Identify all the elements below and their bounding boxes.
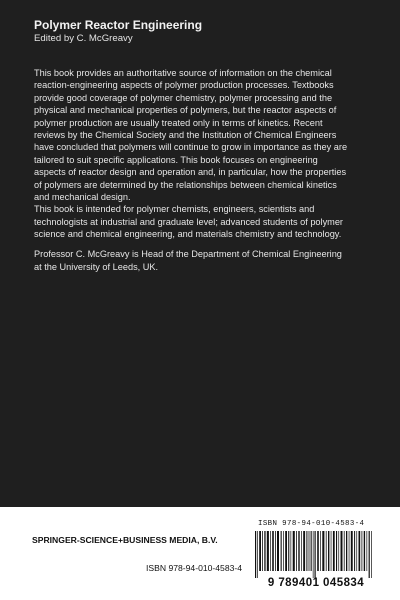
paragraph-gap bbox=[34, 240, 374, 248]
paragraph-line: Professor C. McGreavy is Head of the Department of Chemical Engineering bbox=[34, 249, 342, 260]
paragraph-line: and mechanical design. bbox=[34, 191, 131, 202]
paragraph-line: physical and mechanical properties of polymers, but the reactor aspects of bbox=[34, 105, 337, 116]
paragraph-line: tailored to suit specific applications. This book focuses on engineering bbox=[34, 154, 318, 165]
paragraph-line: polymer production are usually treated only in terms of kinetics. Recent bbox=[34, 117, 323, 128]
book-description bbox=[34, 67, 374, 273]
paragraph-line: This book provides an authoritative source of information on the chemical bbox=[34, 68, 332, 78]
paragraph-line: provide good coverage of polymer chemistry, polymer processing and the bbox=[34, 92, 333, 103]
description-paragraph bbox=[34, 67, 374, 203]
description-paragraph bbox=[34, 203, 374, 240]
paragraph-line: This book is intended for polymer chemists, engineers, scientists and bbox=[34, 204, 315, 215]
paragraph-line: at the University of Leeds, UK. bbox=[34, 261, 159, 272]
author-bio bbox=[34, 248, 374, 273]
barcode-isbn-label: ISBN 978-94-010-4583-4 bbox=[258, 520, 365, 528]
publisher-name: SPRINGER-SCIENCE+BUSINESS MEDIA, B.V. bbox=[32, 535, 218, 545]
book-title: Polymer Reactor Engineering bbox=[34, 18, 203, 32]
paragraph-line: of polymers are determined by the relationships between chemical kinetics bbox=[34, 179, 337, 190]
paragraph-line: reviews by the Chemical Society and the Institution of Chemical Engineers bbox=[34, 129, 337, 140]
book-editor: Edited by C. McGreavy bbox=[34, 33, 133, 44]
paragraph-line: technologists at industrial and graduate level; advanced students of polymer bbox=[34, 216, 343, 227]
isbn-text: ISBN 978-94-010-4583-4 bbox=[146, 563, 243, 573]
paragraph-line: science and chemical engineering, and materials chemistry and technology. bbox=[34, 229, 342, 240]
barcode-icon bbox=[255, 531, 375, 578]
paragraph-line: reaction-engineering aspects of polymer production processes. Textbooks bbox=[34, 80, 334, 91]
paragraph-line: have concluded that polymers will continue to grow in importance as they are bbox=[34, 142, 348, 153]
paragraph-line: aspects of reactor design and operation and, in particular, how the properties bbox=[34, 167, 347, 178]
barcode-number: 9 789401 045834 bbox=[267, 577, 365, 589]
